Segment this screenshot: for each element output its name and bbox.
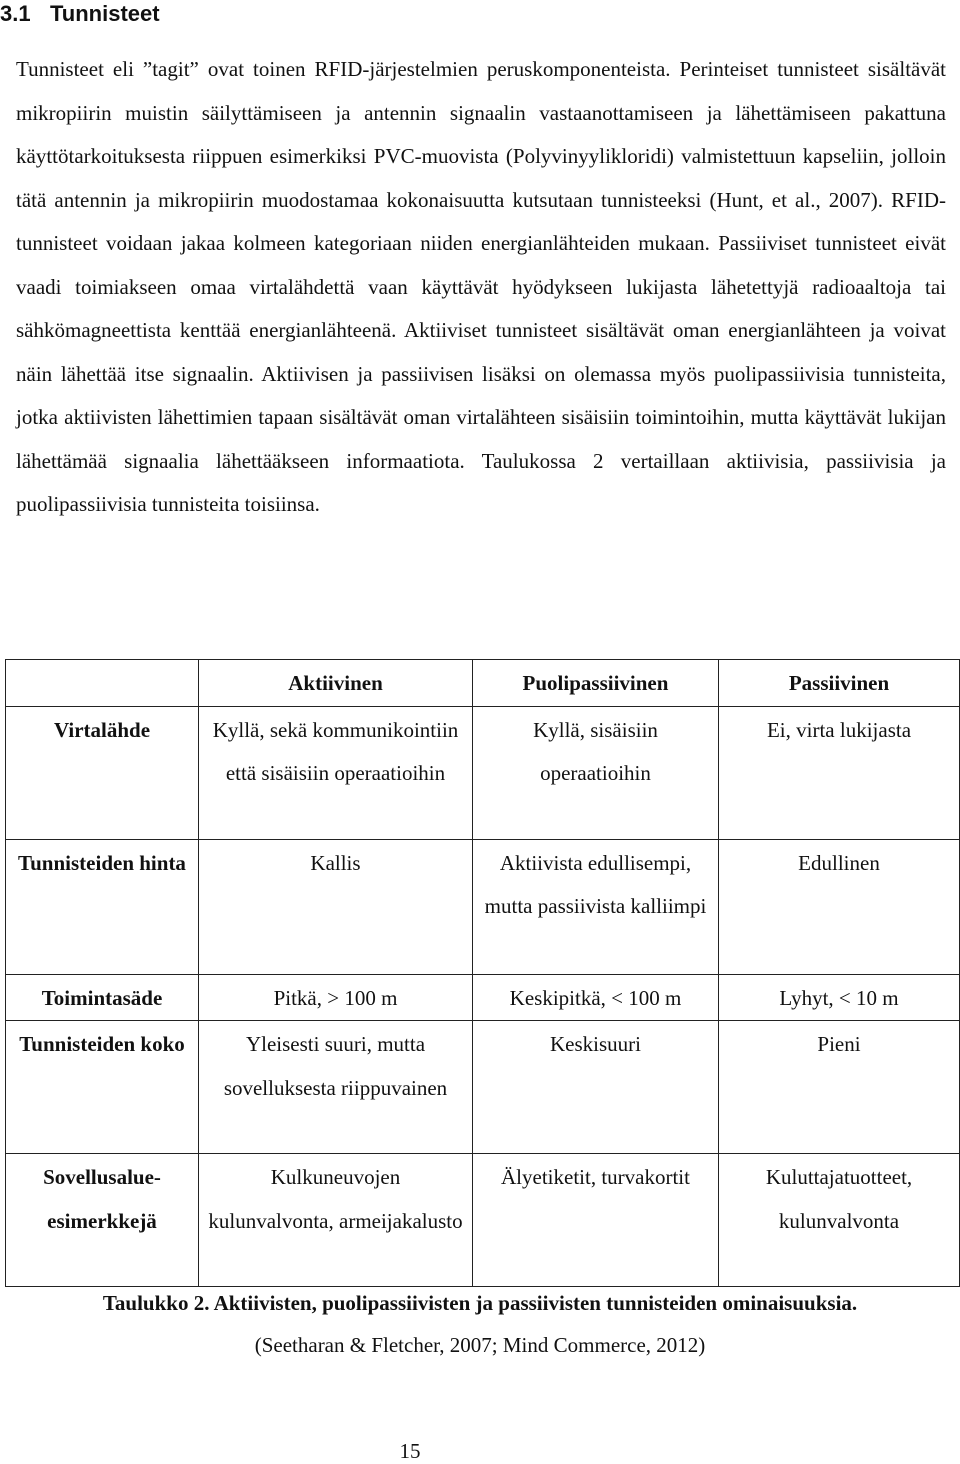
section-heading bbox=[0, 0, 160, 28]
row-label: Virtalähde bbox=[6, 706, 199, 839]
comparison-table bbox=[5, 659, 960, 1287]
row-label: Sovellusalue-esimerkkejä bbox=[6, 1154, 199, 1287]
table-cell: Älyetiketit, turvakortit bbox=[473, 1154, 719, 1287]
page-number: 15 bbox=[399, 1439, 421, 1463]
section-title: Tunnisteet bbox=[50, 1, 160, 26]
table-cell: Lyhyt, < 10 m bbox=[719, 974, 960, 1021]
row-label: Tunnisteiden hinta bbox=[6, 839, 199, 974]
table-cell: Aktiivista edullisempi, mutta passiivista kalliimpi bbox=[473, 839, 719, 974]
table-header-empty bbox=[6, 660, 199, 707]
table-cell: Keskisuuri bbox=[473, 1021, 719, 1154]
table-caption: Taulukko 2. Aktiivisten, puolipassiivisten ja passiivisten tunnisteiden ominaisuuksia. bbox=[102, 1291, 858, 1315]
table-row bbox=[6, 839, 960, 974]
table-cell: Keskipitkä, < 100 m bbox=[473, 974, 719, 1021]
table-cell: Kuluttajatuotteet, kulunvalvonta bbox=[719, 1154, 960, 1287]
table-cell: Pitkä, > 100 m bbox=[199, 974, 473, 1021]
table-cell: Kallis bbox=[199, 839, 473, 974]
table-cell: Pieni bbox=[719, 1021, 960, 1154]
table-header-passiivinen: Passiivinen bbox=[719, 660, 960, 707]
row-label: Tunnisteiden koko bbox=[6, 1021, 199, 1154]
section-number: 3.1 bbox=[0, 1, 31, 26]
table-row bbox=[6, 1021, 960, 1154]
table-cell: Kulkuneuvojen kulunvalvonta, armeijakalusto bbox=[199, 1154, 473, 1287]
table-row bbox=[6, 1154, 960, 1287]
table-cell: Ei, virta lukijasta bbox=[719, 706, 960, 839]
body-paragraph: Tunnisteet eli ”tagit” ovat toinen RFID-järjestelmien peruskomponenteista. Perinteiset tunnisteet sisältävät mikropiirin muistin säilyttämiseen ja antennin signaalin vastaanottamiseen ja lähettämiseen pakattuna käyttötarkoituksesta riippuen esimerkiksi PVC-muovista (Polyvinyylikloridi) valmistettuun kapseliin, jolloin tätä antennin ja mikropiirin muodostamaa kokonaisuutta kutsutaan tunnisteeksi (Hunt, et al., 2007). RFID-tunnisteet voidaan jakaa kolmeen kategoriaan niiden energianlähteiden mukaan. Passiiviset tunnisteet eivät vaadi toimiakseen omaa virtalähdettä vaan käyttävät hyödykseen lukijasta lähetettyjä radioaaltoja tai sähkömagneettista kenttää energianlähteenä. Aktiiviset tunnisteet sisältävät oman energianlähteen ja voivat näin lähettää itse signaalin. Aktiivisen ja passiivisen lisäksi on olemassa myös puolipassiivisia tunnisteita, jotka aktiivisten lähettimien tapaan sisältävät oman virtalähteen sisäisiin toimintoihin, mutta käyttävät lukijan lähettämää signaalia lähettääkseen informaatiota. Taulukossa 2 vertaillaan aktiivisia, passiivisia ja puolipassiivisia tunnisteita toisiinsa. bbox=[16, 57, 946, 516]
table-header-aktiivinen: Aktiivinen bbox=[199, 660, 473, 707]
table-header-row bbox=[6, 660, 960, 707]
table-header-puolipassiivinen: Puolipassiivinen bbox=[473, 660, 719, 707]
table-cell: Kyllä, sekä kommunikointiin että sisäisiin operaatioihin bbox=[199, 706, 473, 839]
table-cell: Kyllä, sisäisiin operaatioihin bbox=[473, 706, 719, 839]
table-row bbox=[6, 706, 960, 839]
table-row bbox=[6, 974, 960, 1021]
row-label: Toimintasäde bbox=[6, 974, 199, 1021]
table-source: (Seetharan & Fletcher, 2007; Mind Commerce, 2012) bbox=[254, 1333, 706, 1357]
table-cell: Yleisesti suuri, mutta sovelluksesta riippuvainen bbox=[199, 1021, 473, 1154]
table-cell: Edullinen bbox=[719, 839, 960, 974]
